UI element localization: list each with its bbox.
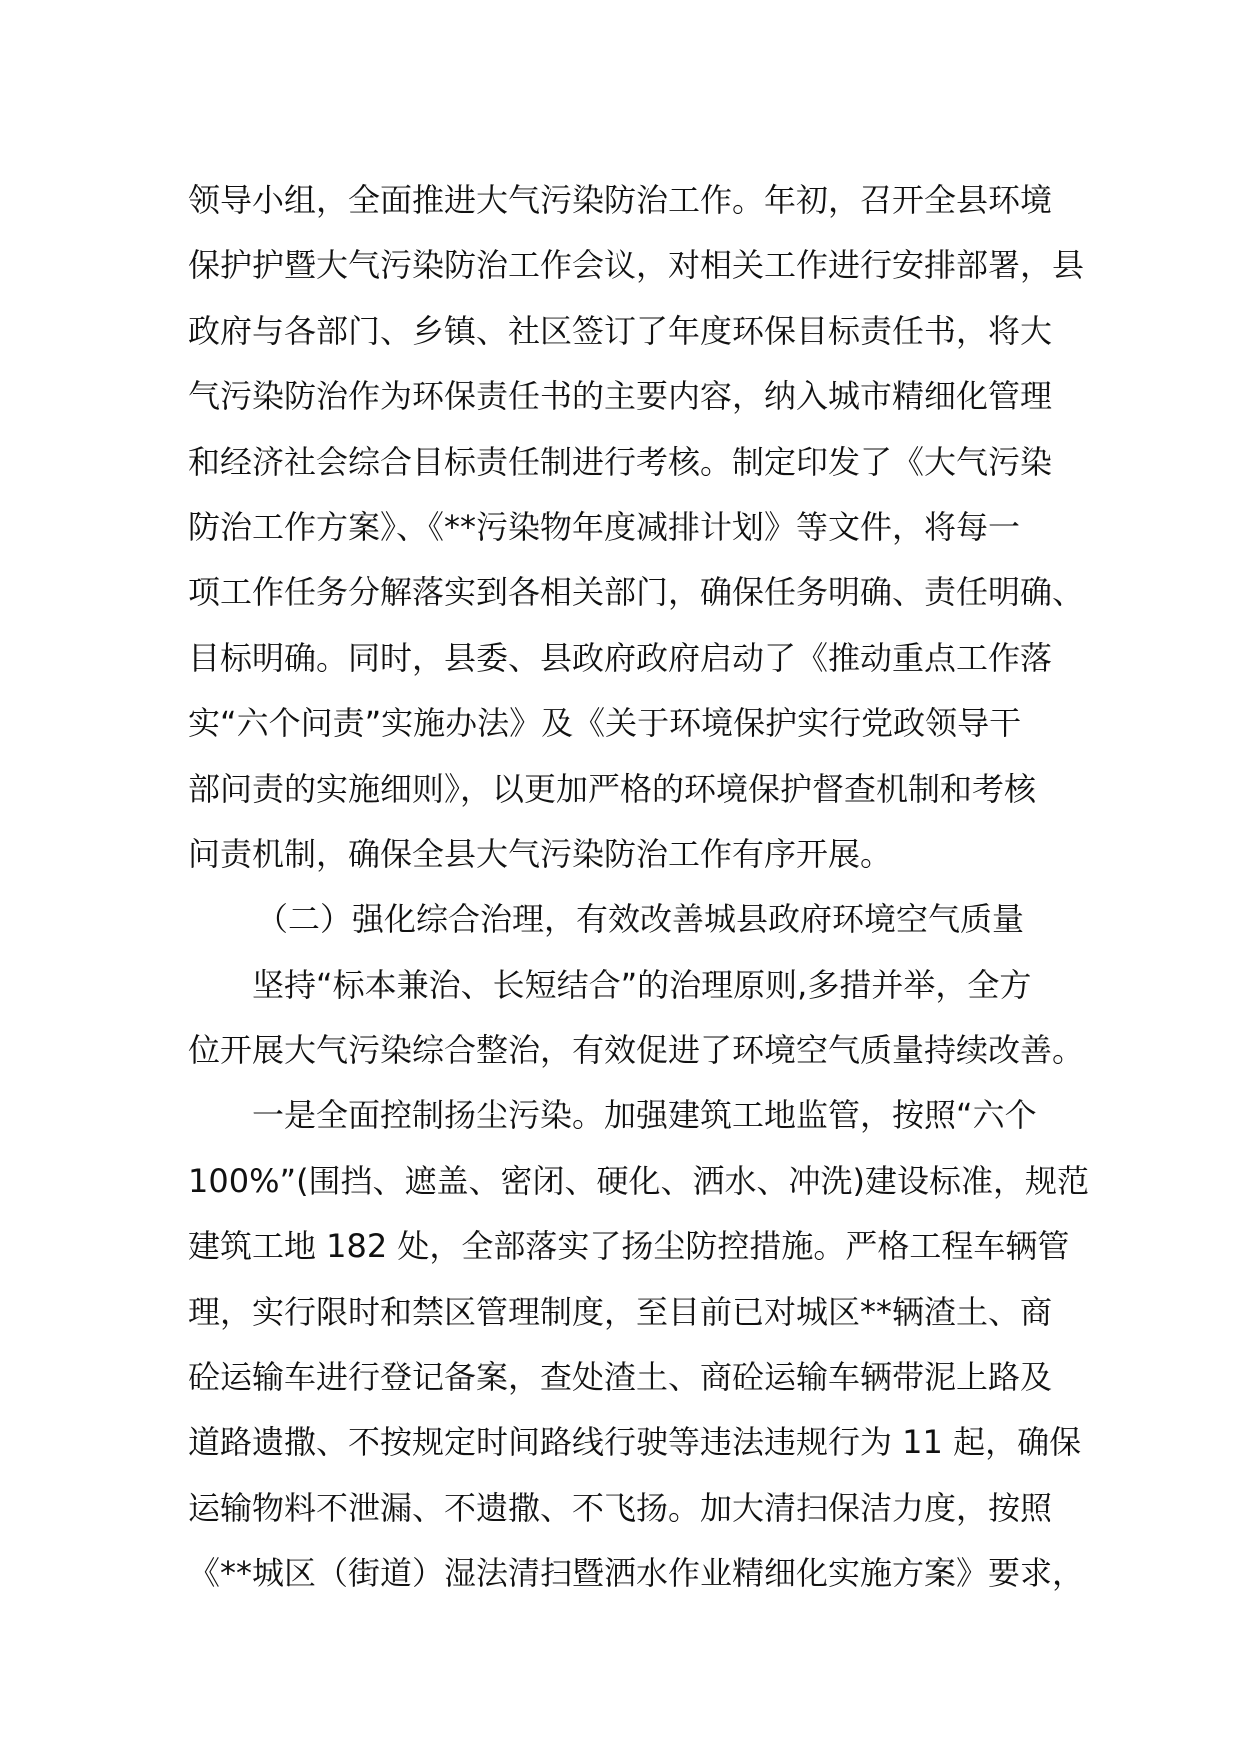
- paragraph-line: 砼运输车进行登记备案，查处渣土、商砼运输车辆带泥上路及: [188, 1358, 1053, 1397]
- section-heading: （二）强化综合治理，有效改善城县政府环境空气质量: [256, 900, 1025, 939]
- paragraph-line: 一是全面控制扬尘污染。加强建筑工地监管，按照“六个: [252, 1096, 1037, 1135]
- paragraph-line: 防治工作方案》、《**污染物年度减排计划》等文件，将每一: [188, 507, 1021, 546]
- paragraph-line: 领导小组，全面推进大气污染防治工作。年初，召开全县环境: [188, 181, 1053, 219]
- paragraph-line: 项工作任务分解落实到各相关部门，确保任务明确、责任明确、: [188, 573, 1085, 612]
- paragraph-line: 《**城区（街道）湿法清扫暨洒水作业精细化实施方案》要求，: [188, 1554, 1085, 1593]
- paragraph-line: 100%”(围挡、遮盖、密闭、硬化、洒水、冲洗)建设标准，规范: [188, 1161, 1090, 1200]
- paragraph-line: 运输物料不泄漏、不遗撒、不飞扬。加大清扫保洁力度，按照: [188, 1488, 1053, 1527]
- paragraph-line: 气污染防治作为环保责任书的主要内容，纳入城市精细化管理: [188, 377, 1053, 416]
- paragraph-line: 政府与各部门、乡镇、社区签订了年度环保目标责任书，将大: [188, 311, 1053, 350]
- paragraph-line: 理，实行限时和禁区管理制度，至目前已对城区**辆渣土、商: [188, 1292, 1053, 1331]
- paragraph-line: 问责机制，确保全县大气污染防治工作有序开展。: [188, 834, 893, 873]
- paragraph-line: 位开展大气污染综合整治，有效促进了环境空气质量持续改善。: [188, 1031, 1085, 1070]
- paragraph-line: 实“六个问责”实施办法》及《关于环境保护实行党政领导干: [188, 704, 1022, 743]
- paragraph-line: 保护护暨大气污染防治工作会议，对相关工作进行安排部署，县: [188, 246, 1085, 285]
- document-body: [188, 168, 1088, 1607]
- paragraph-line: 坚持“标本兼治、长短结合”的治理原则,多措并举，全方: [252, 965, 1032, 1004]
- paragraph-line: 目标明确。同时，县委、县政府政府启动了《推动重点工作落: [188, 638, 1053, 677]
- paragraph-line: 和经济社会综合目标责任制进行考核。制定印发了《大气污染: [188, 442, 1053, 481]
- paragraph-line: 部问责的实施细则》，以更加严格的环境保护督查机制和考核: [188, 769, 1037, 808]
- paragraph-line: 道路遗撒、不按规定时间路线行驶等违法违规行为 11 起，确保: [188, 1423, 1082, 1462]
- paragraph-line: 建筑工地 182 处，全部落实了扬尘防控措施。严格工程车辆管: [188, 1227, 1070, 1266]
